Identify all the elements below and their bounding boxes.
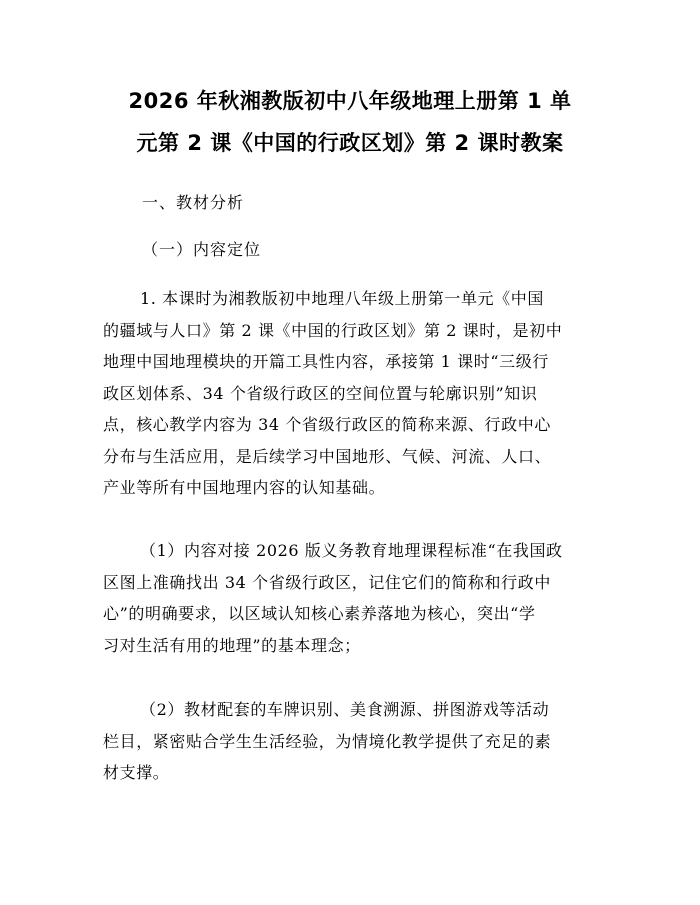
paragraph-line: 习对生活有用的地理”的基本理念；: [103, 635, 361, 655]
paragraph-line: 1. 本课时为湘教版初中地理八年级上册第一单元《中国: [140, 289, 544, 308]
document-title: [100, 80, 600, 164]
paragraph-content-positioning: [103, 283, 603, 504]
paragraph-line: 点，核心教学内容为 34 个省级行政区的简称来源、行政中心: [103, 415, 551, 434]
paragraph-line: 的疆域与人口》第 2 课《中国的行政区划》第 2 课时，是初中: [103, 320, 563, 340]
paragraph-line: 心”的明确要求，以区域认知核心素养落地为核心，突出“学: [103, 604, 536, 623]
paragraph-activity-columns: [103, 694, 603, 789]
title-line: 2026 年秋湘教版初中八年级地理上册第 1 单: [128, 89, 572, 113]
section-heading: 一、教材分析: [142, 193, 245, 212]
subsection-heading: （一）内容定位: [142, 240, 262, 259]
paragraph-line: 产业等所有中国地理内容的认知基础。: [103, 478, 386, 497]
paragraph-curriculum-standard: [103, 535, 603, 661]
paragraph-line: 材支撑。: [103, 763, 170, 782]
title-line: 元第 2 课《中国的行政区划》第 2 课时教案: [136, 131, 564, 155]
paragraph-line: （2）教材配套的车牌识别、美食溯源、拼图游戏等活动: [140, 700, 550, 719]
paragraph-line: 地理中国地理模块的开篇工具性内容，承接第 1 课时“三级行: [103, 352, 549, 371]
paragraph-line: 区图上准确找出 34 个省级行政区，记住它们的简称和行政中: [103, 572, 551, 592]
paragraph-line: 政区划体系、34 个省级行政区的空间位置与轮廓识别”知识: [103, 383, 538, 403]
paragraph-line: 栏目，紧密贴合学生生活经验，为情境化教学提供了充足的素: [103, 731, 552, 751]
paragraph-line: （1）内容对接 2026 版义务教育地理课程标准“在我国政: [140, 541, 563, 560]
paragraph-line: 分布与生活应用，是后续学习中国地形、气候、河流、人口、: [103, 446, 552, 466]
